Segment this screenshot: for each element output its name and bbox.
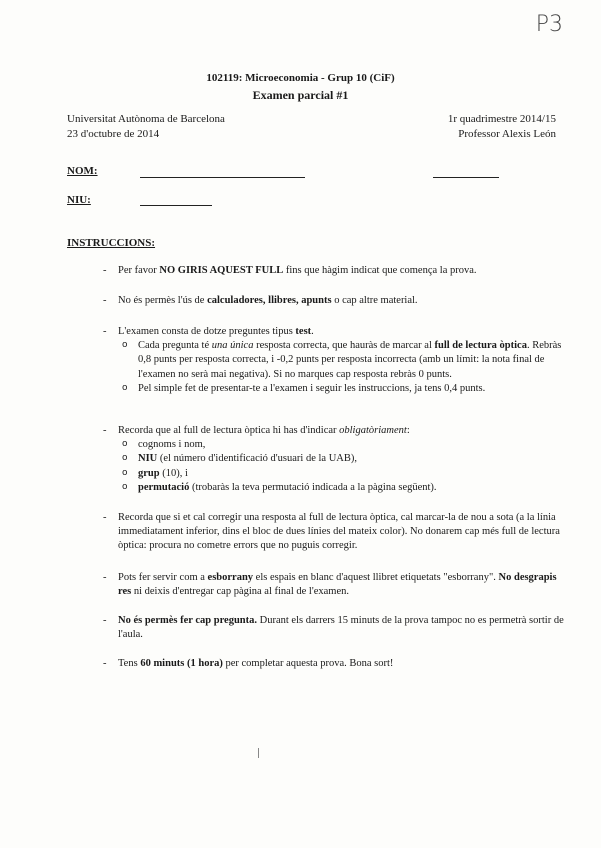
list-dash: - [103,658,107,669]
bullet-icon: o [122,340,128,351]
scan-mark [258,748,259,758]
niu-blank[interactable] [140,205,212,206]
name-blank-2[interactable] [433,177,499,178]
instruction-4-sub-4: o permutació (trobaràs la teva permutació indicada a la pàgina següent). [122,481,437,493]
list-dash: - [103,265,107,276]
list-dash: - [103,425,107,436]
list-dash: - [103,512,107,523]
instruction-8: Tens 60 minuts (1 hora) per completar aquesta prova. Bona sort! [118,658,394,669]
term: 1r quadrimestre 2014/15 [447,113,556,125]
bullet-icon: o [122,439,128,450]
instruction-6: Pots fer servir com a esborrany els espais en blanc d'aquest llibret etiquetats "esborrany". No desgrapis res ni deixis d'entregar cap pàgina al final de l'examen. [118,572,557,598]
instruction-3-sub-2: o Pel simple fet de presentar-te a l'examen i seguir les instruccions, ja tens 0,4 punts. [122,382,486,394]
list-dash: - [103,572,107,583]
instruction-4-sub-3: o grup (10), i [122,467,188,479]
list-dash: - [103,326,107,337]
list-dash: - [103,295,107,306]
bullet-icon: o [122,382,128,393]
instruction-4-sub-1: o cognoms i nom, [122,439,206,451]
name-label: NOM: [67,165,98,177]
bullet-icon: o [122,481,128,492]
name-blank-1[interactable] [140,177,305,178]
instruction-7: No és permès fer cap pregunta. Durant els darrers 15 minuts de la prova tampoc no es permetrà sortir de l'aula. [118,615,564,641]
professor: Professor Alexis León [458,127,556,140]
niu-label: NIU: [67,194,91,206]
university-name: Universitat Autònoma de Barcelona [67,113,225,125]
list-dash: - [103,615,107,626]
instruction-3: L'examen consta de dotze preguntes tipus test. o Cada pregunta té una única resposta correcta, que hauràs de marcar al full de lectura òptica. Rebràs 0,8 punts per resposta correcta, i -0,2 punts per resposta incorrecta (amb un límit: la nota final de l'examen no serà mai negativa). Si no marques cap resposta rebràs 0 punts. o Pel simple fet de presentar-te a l'examen i seguir les instruccions, ja tens 0,4 punts. [118,325,564,396]
course-title: 102119: Microeconomia - Grup 10 (CiF) [206,72,395,84]
header-right [448,112,556,142]
bullet-icon: o [122,453,128,464]
exam-date: 23 d'octubre de 2014 [67,127,160,140]
bullet-icon: o [122,467,128,478]
exam-title-block [0,71,601,103]
instruction-3-sub-1: o Cada pregunta té una única resposta correcta, que hauràs de marcar al full de lectura òptica. Rebràs 0,8 punts per resposta correcta, i -0,2 punts per resposta incorrecta (amb un límit: la nota final de l'examen no serà mai negativa). Si no marques cap resposta rebràs 0 punts. [122,340,562,380]
instruction-5: Recorda que si et cal corregir una resposta al full de lectura òptica, cal marcar-la de nou a sota (a la línia immediatament inferior, dins el bloc de dues línies del mateix color). No donarem cap més full de lectura òptica: procura no cometre errors que no puguis corregir. [118,512,560,552]
header-left [67,112,225,142]
instruction-2: No és permès l'ús de calculadores, llibres, apunts o cap altre material. [118,295,418,306]
instructions-title: INSTRUCCIONS: [67,237,156,249]
exam-title: Examen parcial #1 [252,87,349,102]
page-corner-label: P3 [535,12,563,37]
instruction-1: Per favor NO GIRIS AQUEST FULL fins que hàgim indicat que comença la prova. [118,265,477,276]
instruction-4: Recorda que al full de lectura òptica hi has d'indicar obligatòriament: o cognoms i nom, o NIU (el número d'identificació d'usuari de la UAB), o grup (10), i o permutació (trobaràs la teva permutació indicada a la pàgina següent). [118,424,564,495]
instruction-4-sub-2: o NIU (el número d'identificació d'usuari de la UAB), [122,453,357,465]
